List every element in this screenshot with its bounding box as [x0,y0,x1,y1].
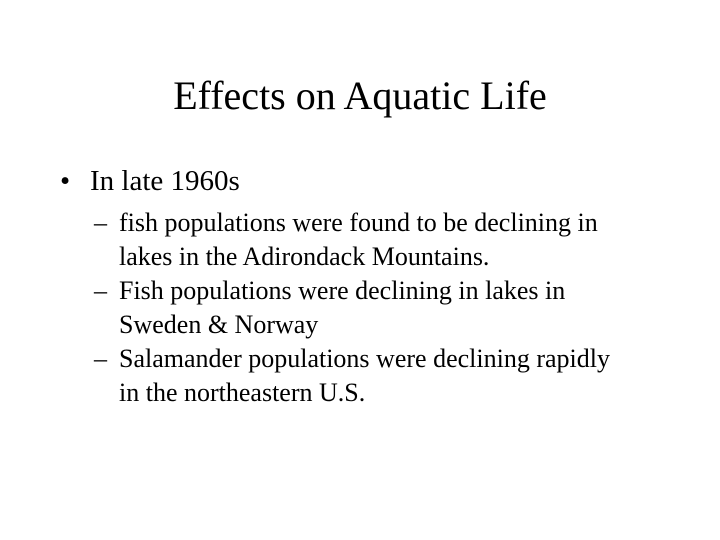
sub-bullet-line: Fish populations were declining in lakes in [119,276,566,305]
sub-bullet-item [94,274,694,342]
bullet-text: In late 1960s [90,165,240,197]
sub-bullet-line: fish populations were found to be declining in [119,208,598,237]
sub-bullet-item [94,342,694,410]
sub-bullet-line: Salamander populations were declining rapidly [119,344,610,373]
sub-bullet-line: Sweden & Norway [119,310,319,339]
sub-bullet-item [94,206,694,274]
dash-marker: – [94,344,107,373]
sub-bullet-list [94,206,694,410]
bullet-item [60,162,240,200]
slide-title: Effects on Aquatic Life [173,73,547,118]
sub-bullet-line: lakes in the Adirondack Mountains. [119,242,490,271]
dash-marker: – [94,208,107,237]
dash-marker: – [94,276,107,305]
sub-bullet-line: in the northeastern U.S. [119,378,366,407]
bullet-marker: • [60,165,71,197]
